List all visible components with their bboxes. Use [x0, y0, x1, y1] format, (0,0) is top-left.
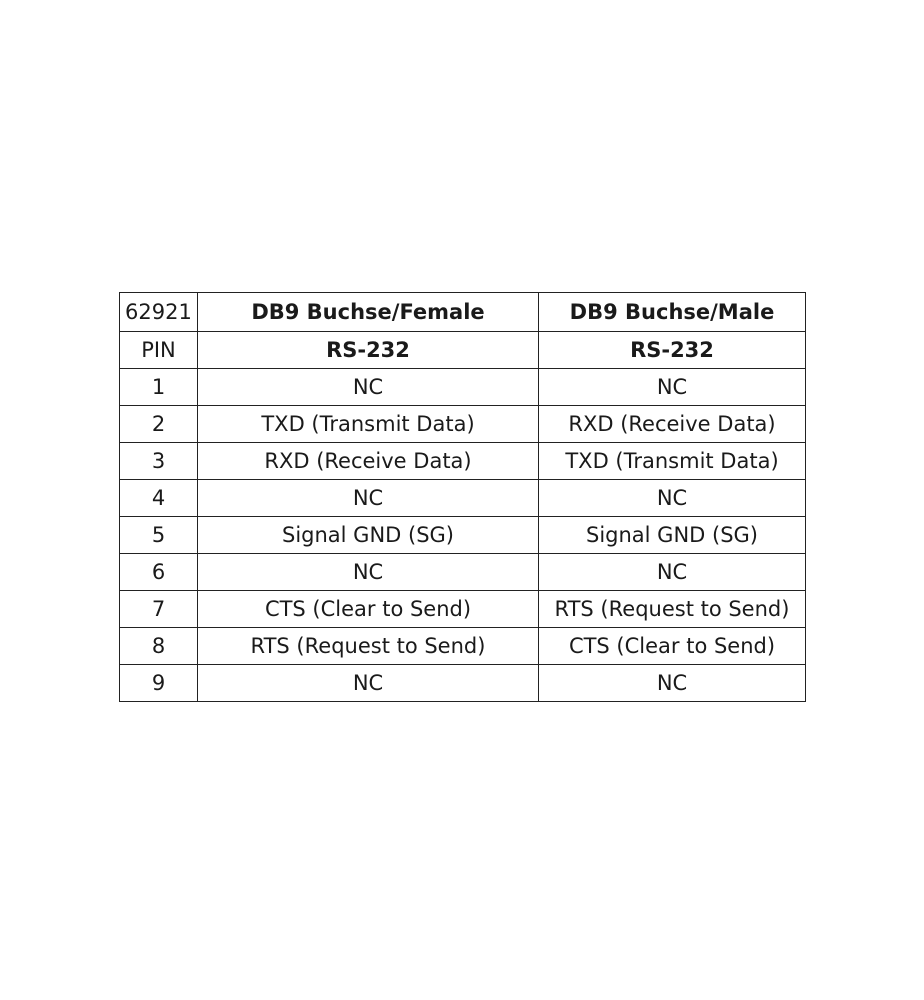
male-header-cell: DB9 Buchse/Male [539, 293, 806, 332]
female-signal-cell: TXD (Transmit Data) [198, 406, 539, 443]
pinout-table [119, 292, 806, 702]
male-protocol-cell: RS-232 [539, 332, 806, 369]
pin-cell: 1 [120, 369, 198, 406]
part-number-cell: 62921 [120, 293, 198, 332]
table-row [120, 480, 806, 517]
table-row [120, 369, 806, 406]
female-signal-cell: RXD (Receive Data) [198, 443, 539, 480]
subheader-row [120, 332, 806, 369]
table-row [120, 665, 806, 702]
male-signal-cell: NC [539, 369, 806, 406]
table-row [120, 554, 806, 591]
pin-cell: 9 [120, 665, 198, 702]
table-row [120, 628, 806, 665]
female-signal-cell: NC [198, 369, 539, 406]
female-header-cell: DB9 Buchse/Female [198, 293, 539, 332]
pin-cell: 5 [120, 517, 198, 554]
female-signal-cell: RTS (Request to Send) [198, 628, 539, 665]
table-row [120, 443, 806, 480]
female-signal-cell: CTS (Clear to Send) [198, 591, 539, 628]
male-signal-cell: NC [539, 480, 806, 517]
pin-cell: 8 [120, 628, 198, 665]
female-signal-cell: NC [198, 480, 539, 517]
female-signal-cell: NC [198, 665, 539, 702]
male-signal-cell: TXD (Transmit Data) [539, 443, 806, 480]
female-signal-cell: Signal GND (SG) [198, 517, 539, 554]
table-row [120, 517, 806, 554]
female-signal-cell: NC [198, 554, 539, 591]
pin-header-cell: PIN [120, 332, 198, 369]
header-row [120, 293, 806, 332]
pin-cell: 2 [120, 406, 198, 443]
pin-cell: 6 [120, 554, 198, 591]
male-signal-cell: Signal GND (SG) [539, 517, 806, 554]
pin-cell: 4 [120, 480, 198, 517]
male-signal-cell: CTS (Clear to Send) [539, 628, 806, 665]
male-signal-cell: RXD (Receive Data) [539, 406, 806, 443]
pin-cell: 3 [120, 443, 198, 480]
female-protocol-cell: RS-232 [198, 332, 539, 369]
male-signal-cell: RTS (Request to Send) [539, 591, 806, 628]
table-row [120, 591, 806, 628]
pin-cell: 7 [120, 591, 198, 628]
male-signal-cell: NC [539, 554, 806, 591]
table-row [120, 406, 806, 443]
male-signal-cell: NC [539, 665, 806, 702]
